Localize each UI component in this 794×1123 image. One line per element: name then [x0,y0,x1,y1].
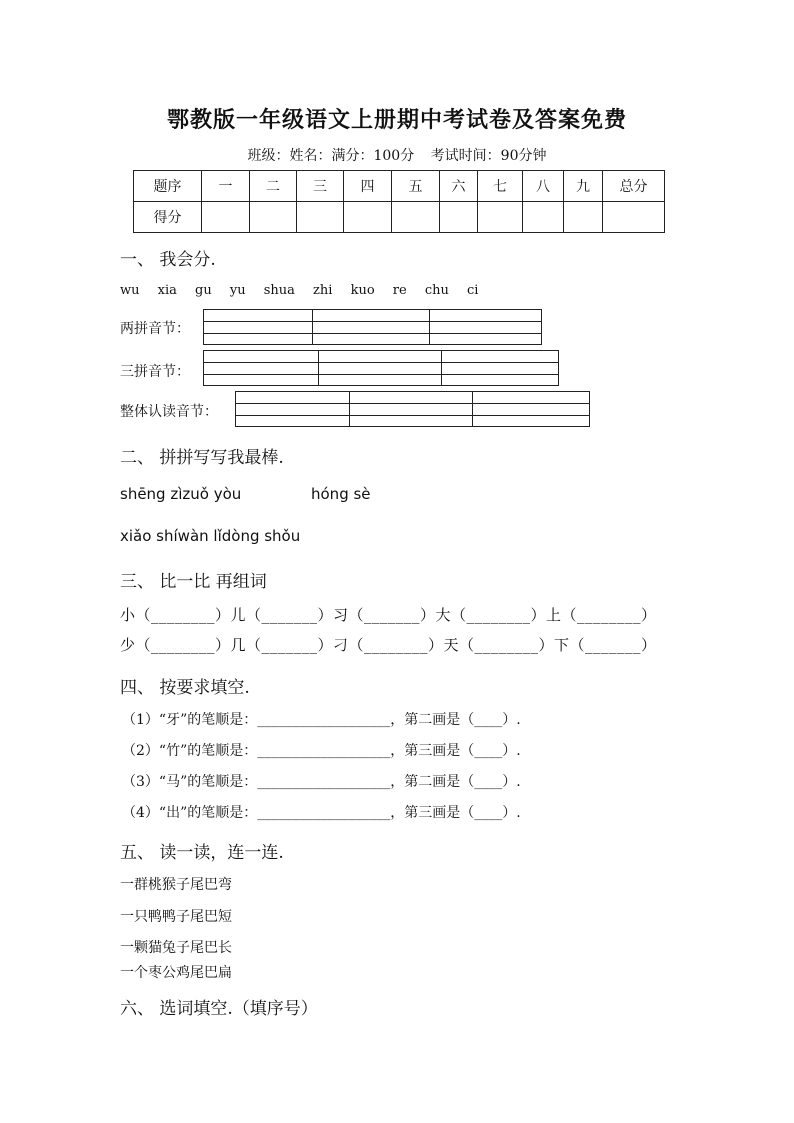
section6-heading: 六、 选词填空.（填序号） [120,999,318,1019]
header-cell: 二 [250,171,297,202]
three-syllable-writing-grid[interactable] [203,350,559,386]
matching-item: 一个枣公鸡尾巴扁 [120,965,232,981]
page-title: 鄂教版一年级语文上册期中考试卷及答案免费 [166,107,627,133]
score-table-header-row [134,171,665,202]
header-cell: 三 [297,171,344,202]
pinyin-list [120,283,492,298]
writing-cell[interactable] [350,391,473,427]
word-compare-row: 小（________）儿（_______）习（_______）大（________）上（________） [120,606,657,624]
pinyin-item: kuo [350,283,375,298]
section5-heading: 五、 读一读，连一连. [120,843,284,863]
writing-cell[interactable] [236,391,350,427]
pinyin-item: xia [157,283,177,298]
stroke-order-question: （4）“出”的笔顺是：___________________，第三画是（____）. [122,805,521,821]
matching-item: 一只鸭鸭子尾巴短 [120,909,232,925]
three-syllable-label: 三拼音节： [120,364,190,380]
header-cell: 五 [392,171,440,202]
writing-cell[interactable] [204,309,313,345]
header-cell: 九 [564,171,603,202]
pinyin-line: xiǎo shíwàn lǐdòng shǒu [120,527,301,545]
section2-heading: 二、 拼拼写写我最棒. [120,448,284,468]
pinyin-item: ci [467,283,479,298]
header-cell: 八 [523,171,564,202]
word-compare-row: 少（________）几（_______）刁（________）天（________）下（_______） [120,636,657,654]
score-table [133,170,665,233]
stroke-order-question: （1）“牙”的笔顺是：___________________，第二画是（____）. [122,712,521,728]
writing-cell[interactable] [319,350,442,386]
pinyin-item: re [392,283,407,298]
header-cell: 七 [478,171,523,202]
pinyin-line: shēng zìzuǒ yòu [120,485,242,503]
score-cell[interactable] [344,202,392,233]
score-cell[interactable] [603,202,665,233]
score-cell[interactable] [297,202,344,233]
two-syllable-writing-grid[interactable] [203,309,542,345]
score-table-score-row [134,202,665,233]
exam-info [0,145,794,165]
score-cell[interactable] [392,202,440,233]
pinyin-item: wu [120,283,140,298]
writing-cell[interactable] [313,309,430,345]
writing-cell[interactable] [442,350,559,386]
score-cell[interactable] [523,202,564,233]
score-cell[interactable] [478,202,523,233]
score-cell[interactable] [250,202,297,233]
header-cell: 总分 [603,171,665,202]
score-cell[interactable] [564,202,603,233]
writing-cell[interactable] [430,309,542,345]
matching-item: 一群桃猴子尾巴弯 [120,877,232,893]
row-label: 得分 [134,202,202,233]
two-syllable-label: 两拼音节： [120,321,190,337]
pinyin-item: chu [424,283,449,298]
whole-syllable-label: 整体认读音节： [120,404,218,420]
score-cell[interactable] [202,202,250,233]
pinyin-item: shua [263,283,295,298]
whole-syllable-writing-grid[interactable] [235,391,590,427]
class-name-score-info: 班级：姓名：满分：100分 [247,148,415,164]
stroke-order-question: （3）“马”的笔顺是：___________________，第二画是（____）. [122,774,521,790]
pinyin-item: zhi [313,283,333,298]
writing-cell[interactable] [204,350,319,386]
header-cell: 题序 [134,171,202,202]
pinyin-item: gu [195,283,212,298]
exam-time: 考试时间：90分钟 [430,148,547,164]
matching-item: 一颗猫兔子尾巴长 [120,940,232,956]
score-cell[interactable] [440,202,478,233]
header-cell: 六 [440,171,478,202]
section1-heading: 一、 我会分. [120,250,216,270]
section4-heading: 四、 按要求填空. [120,678,250,698]
header-cell: 四 [344,171,392,202]
pinyin-line: hóng sè [311,485,371,503]
section3-heading: 三、 比一比 再组词 [120,572,267,592]
writing-cell[interactable] [473,391,590,427]
pinyin-item: yu [229,283,246,298]
stroke-order-question: （2）“竹”的笔顺是：___________________，第三画是（____）. [122,743,521,759]
header-cell: 一 [202,171,250,202]
